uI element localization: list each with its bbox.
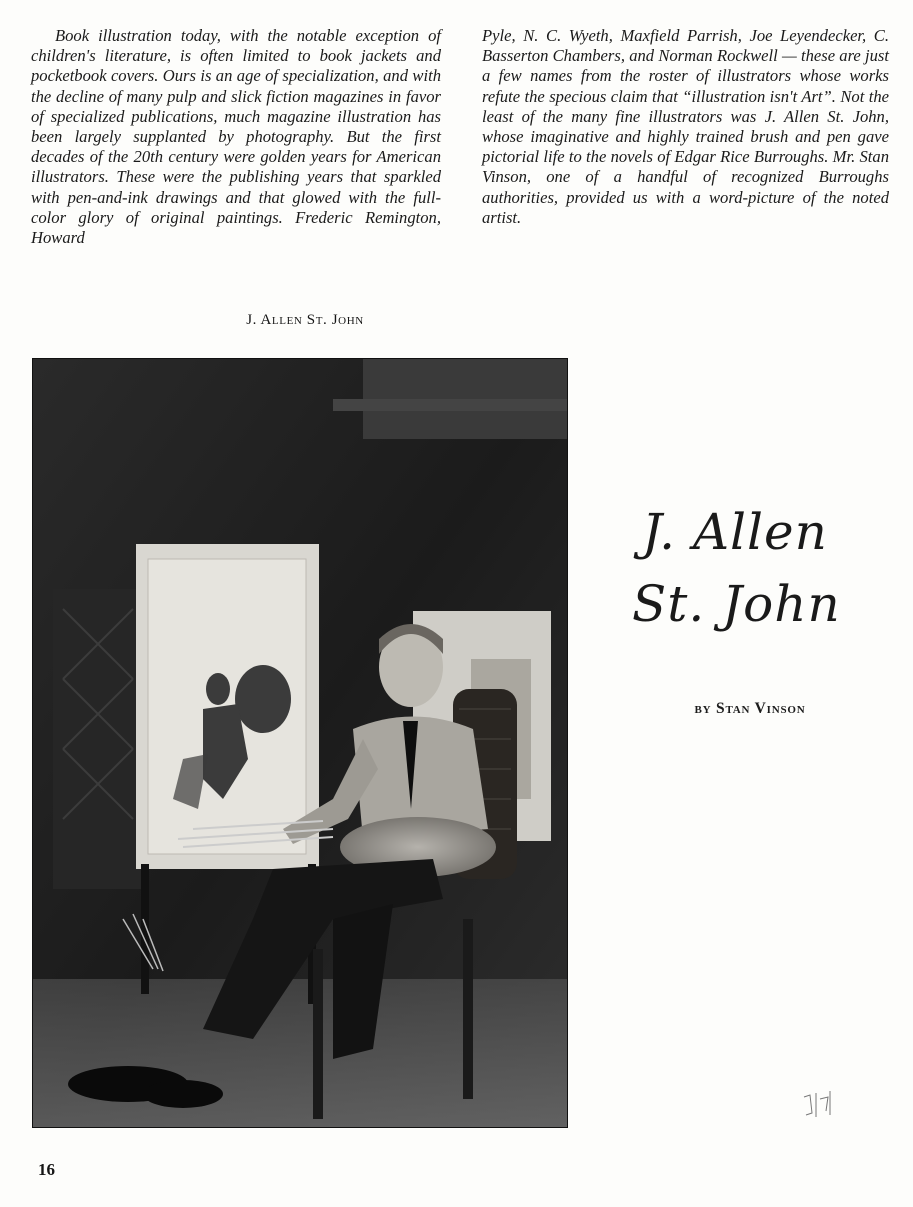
- article-paragraph-right: Pyle, N. C. Wyeth, Maxfield Parrish, Joe Leyendecker, C. Basserton Chambers, and Norman Rockwell — these are just a few names from the roster of illustrators whose works refute the specious claim that “illustration isn't Art”. Not the least of the many fine illustrators was J. Allen St. John, whose imaginative and highly trained brush and pen gave pictorial life to the novels of Edgar Rice Burroughs. Mr. Stan Vinson, one of a handful of recognized Burroughs authorities, provided us with a word-picture of the noted artist.: [482, 26, 889, 227]
- article-left-column: [31, 26, 441, 248]
- article-title-line1: J. Allen: [642, 503, 828, 561]
- ink-mark-icon: [800, 1085, 836, 1125]
- page-number: 16: [38, 1160, 55, 1179]
- article-paragraph-left: Book illustration today, with the notable exception of children's literature, is often limited to book jackets and pocketbook covers. Ours is an age of specialization, and with the decline of many pulp and slick fiction magazines in favor of specialized publications, much magazine illustration has been largely supplanted by photography. But the first decades of the 20th century were golden years for American illustrators. These were the publishing years that sparkled with pen-and-ink drawings and that glowed with the full-color glory of original paintings. Frederic Remington, Howard: [31, 26, 441, 248]
- article-title-line2: St. John: [632, 575, 841, 633]
- article-title: [612, 496, 892, 640]
- author-byline: by Stan Vinson: [694, 700, 806, 717]
- photo-caption: J. Allen St. John: [246, 312, 364, 328]
- artist-photograph: [32, 358, 568, 1128]
- article-right-column: [482, 26, 889, 228]
